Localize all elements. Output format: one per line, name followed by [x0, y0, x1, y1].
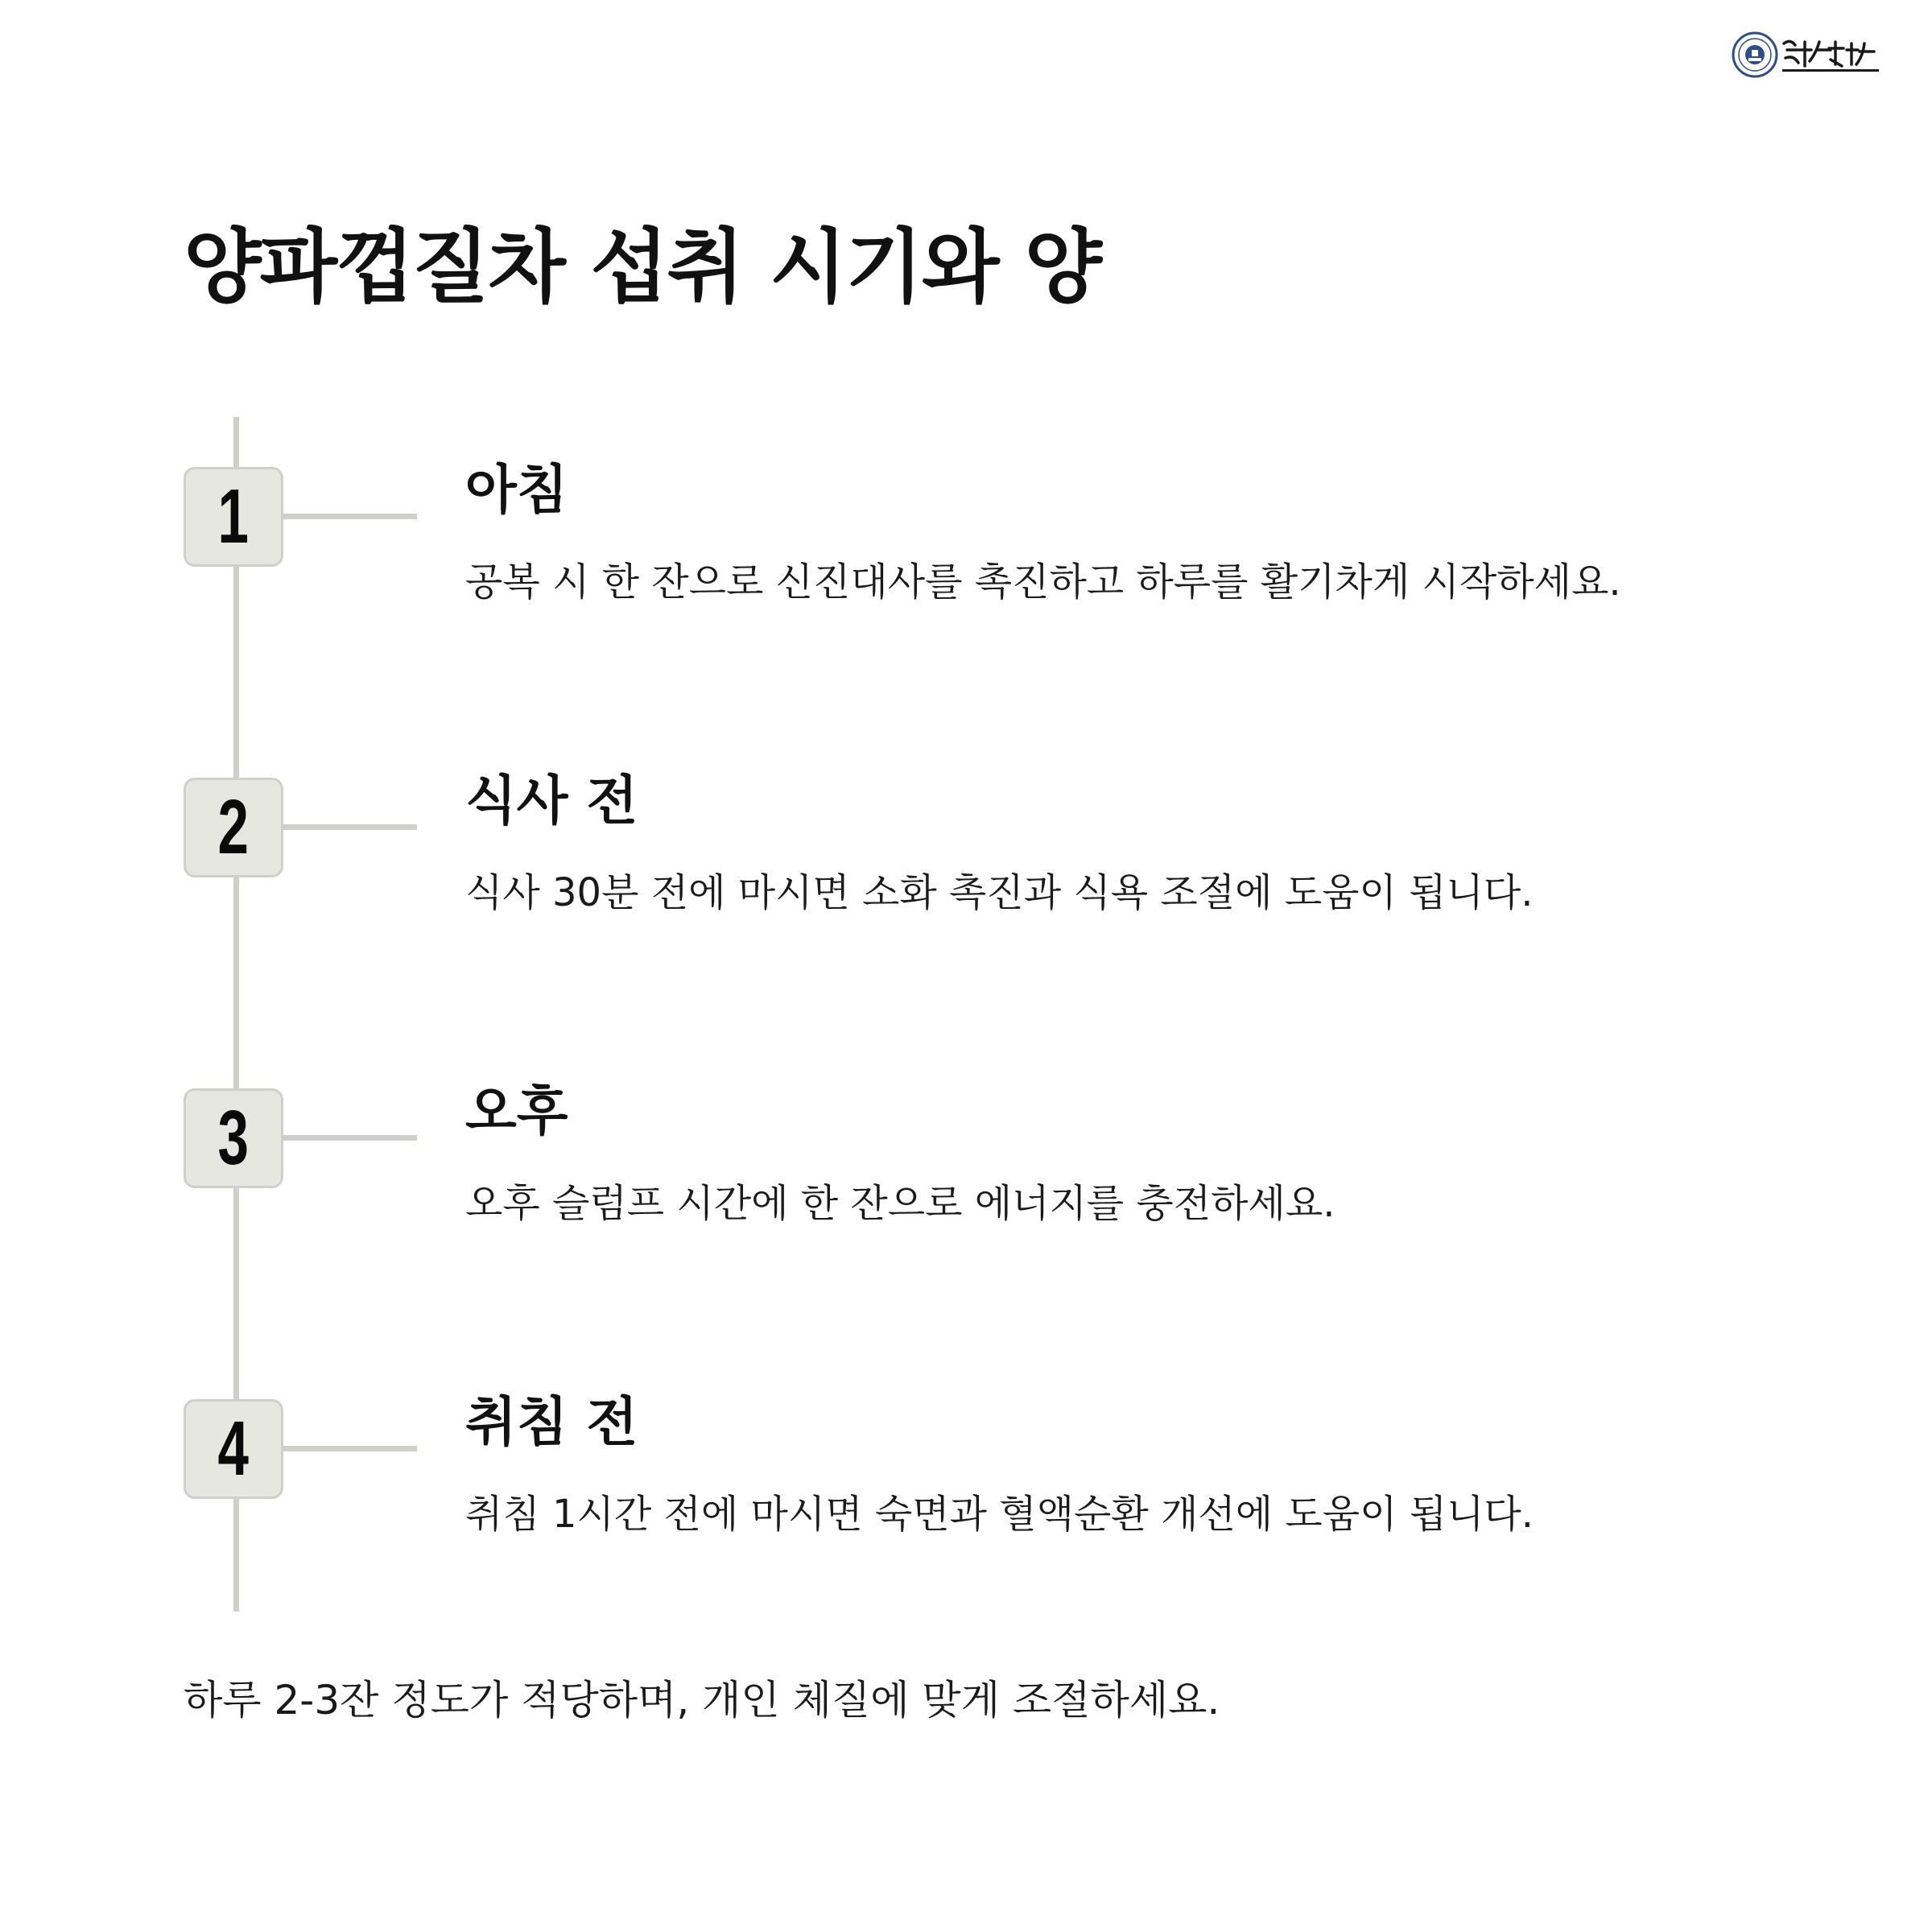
step-number: 1 — [217, 473, 250, 559]
step-number: 2 — [217, 784, 250, 870]
step-heading: 취침 전 — [465, 1391, 638, 1453]
timeline-step-2 — [0, 770, 1932, 939]
step-connector — [283, 1135, 417, 1141]
step-number: 3 — [217, 1095, 250, 1181]
step-heading: 식사 전 — [465, 770, 638, 832]
footer-note: 하루 2-3잔 정도가 적당하며, 개인 체질에 맞게 조절하세요. — [184, 1677, 1220, 1724]
timeline-step-3 — [0, 1080, 1932, 1249]
timeline-step-1 — [0, 459, 1932, 628]
step-connector — [283, 514, 417, 519]
step-number-badge — [184, 467, 283, 567]
step-heading: 아침 — [465, 459, 568, 521]
step-connector — [283, 1446, 417, 1451]
timeline-step-4 — [0, 1391, 1932, 1560]
step-connector — [283, 824, 417, 830]
step-description: 식사 30분 전에 마시면 소화 촉진과 식욕 조절에 도움이 됩니다. — [465, 870, 1534, 915]
step-heading: 오후 — [465, 1080, 568, 1142]
step-description: 취침 1시간 전에 마시면 숙면과 혈액순환 개선에 도움이 됩니다. — [465, 1492, 1534, 1537]
step-number-badge — [184, 778, 283, 877]
step-number-badge — [184, 1399, 283, 1499]
university-emblem — [1731, 29, 1924, 80]
step-description: 공복 시 한 잔으로 신진대사를 촉진하고 하루를 활기차게 시작하세요. — [465, 559, 1621, 605]
step-number: 4 — [217, 1406, 250, 1492]
step-number-badge — [184, 1088, 283, 1188]
step-description: 오후 슬럼프 시간에 한 잔으로 에너지를 충전하세요. — [465, 1181, 1335, 1226]
page-title: 양파껍질차 섭취 시기와 양 — [184, 220, 1101, 314]
university-logo — [1731, 29, 1924, 80]
